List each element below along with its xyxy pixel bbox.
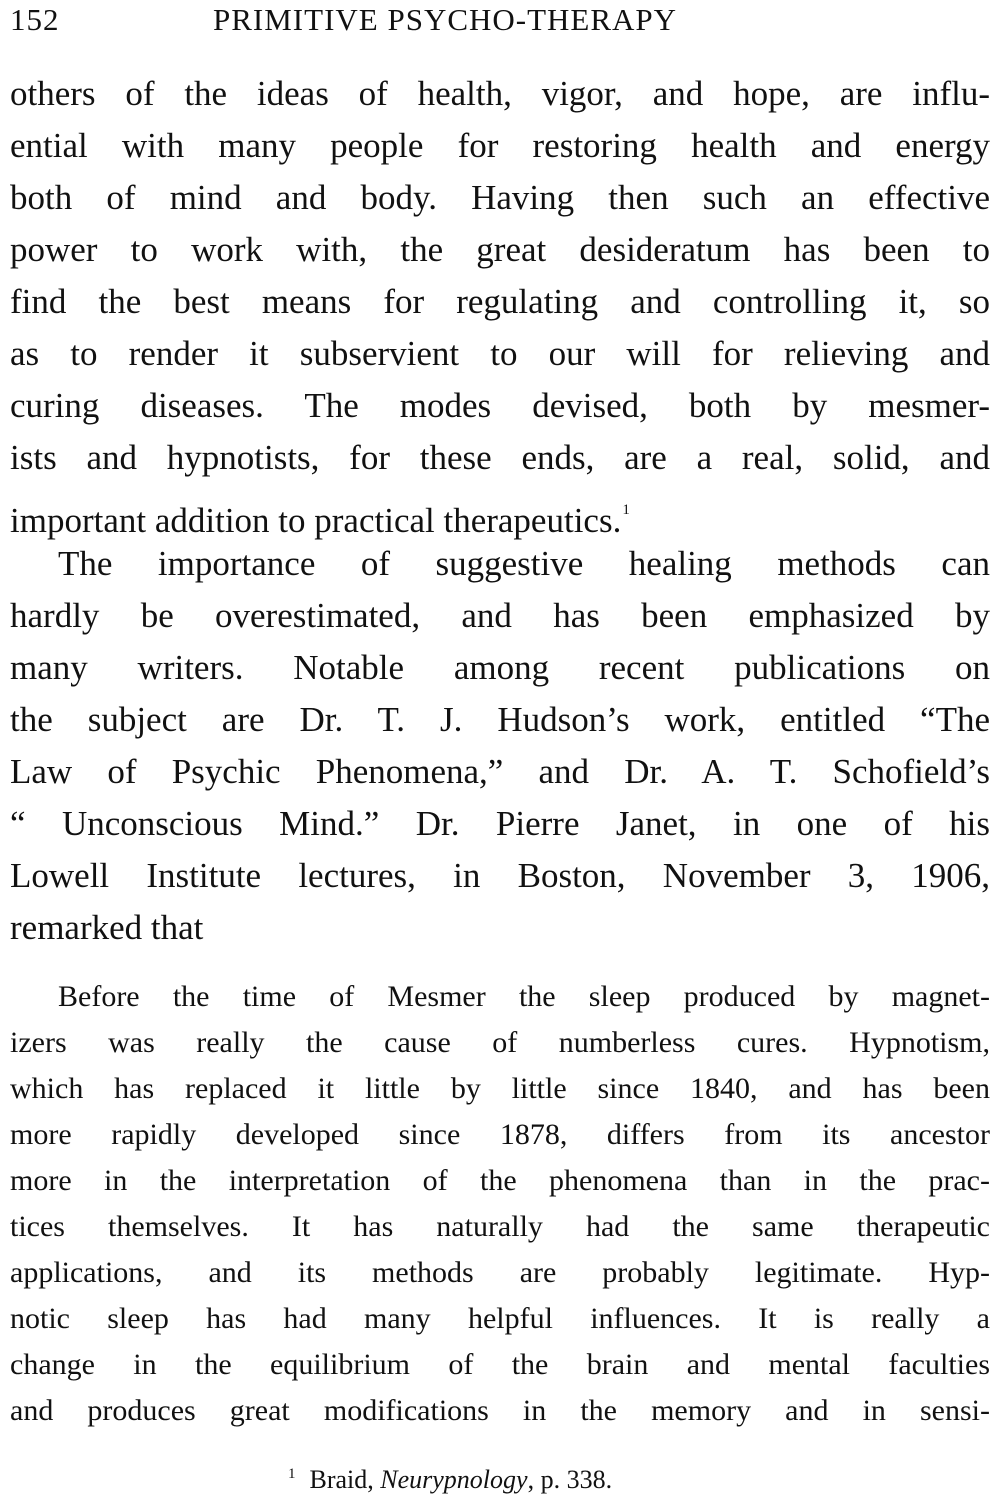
- quote-line: more in the interpretation of the phenomena than in the prac-: [10, 1164, 990, 1197]
- quote-line: notic sleep has had many helpful influences. It is really a: [10, 1302, 990, 1335]
- quote-line: which has replaced it little by little since 1840, and has been: [10, 1072, 990, 1105]
- running-head-title: PRIMITIVE PSYCHO-THERAPY: [213, 2, 678, 37]
- footnote-marker: 1: [288, 1466, 296, 1482]
- text-line-with-footnote-ref: [10, 484, 990, 540]
- quote-line: tices themselves. It has naturally had the same therapeutic: [10, 1210, 990, 1243]
- text-line: many writers. Notable among recent publications on: [10, 648, 990, 687]
- quote-line: change in the equilibrium of the brain and mental faculties: [10, 1348, 990, 1381]
- text-line: remarked that: [10, 908, 204, 947]
- footnote-title: Neurypnology: [380, 1465, 528, 1494]
- quote-first-line: Before the time of Mesmer the sleep produced by magnet-: [58, 980, 990, 1013]
- text-line: ists and hypnotists, for these ends, are a real, solid, and: [10, 438, 990, 477]
- footnote-page: , p. 338.: [527, 1465, 613, 1494]
- running-header: [10, 2, 990, 42]
- page-number: 152: [10, 2, 60, 37]
- footnote-author: Braid,: [309, 1465, 381, 1494]
- text-line: as to render it subservient to our will for relieving and: [10, 334, 990, 373]
- quote-line: applications, and its methods are probably legitimate. Hyp-: [10, 1256, 990, 1289]
- text-line: Law of Psychic Phenomena,” and Dr. A. T. Schofield’s: [10, 752, 990, 791]
- text-line: ential with many people for restoring health and energy: [10, 126, 990, 165]
- footnote: [288, 1458, 612, 1496]
- text-line: curing diseases. The modes devised, both by mesmer-: [10, 386, 990, 425]
- text-line: both of mind and body. Having then such an effective: [10, 178, 990, 217]
- paragraph-first-line: The importance of suggestive healing methods can: [58, 544, 990, 583]
- quote-line: more rapidly developed since 1878, differs from its ancestor: [10, 1118, 990, 1151]
- text-line: power to work with, the great desideratum has been to: [10, 230, 990, 269]
- text-line: hardly be overestimated, and has been emphasized by: [10, 596, 990, 635]
- text-line: “ Unconscious Mind.” Dr. Pierre Janet, in one of his: [10, 804, 990, 843]
- text-line: Lowell Institute lectures, in Boston, November 3, 1906,: [10, 856, 990, 895]
- text-line: important addition to practical therapeutics.: [10, 501, 622, 540]
- text-line: find the best means for regulating and controlling it, so: [10, 282, 990, 321]
- quote-line: izers was really the cause of numberless cures. Hypnotism,: [10, 1026, 990, 1059]
- text-line: others of the ideas of health, vigor, and hope, are influ-: [10, 74, 990, 113]
- text-line: the subject are Dr. T. J. Hudson’s work, entitled “The: [10, 700, 990, 739]
- quote-line: and produces great modifications in the memory and in sensi-: [10, 1394, 990, 1427]
- footnote-reference: 1: [622, 502, 630, 518]
